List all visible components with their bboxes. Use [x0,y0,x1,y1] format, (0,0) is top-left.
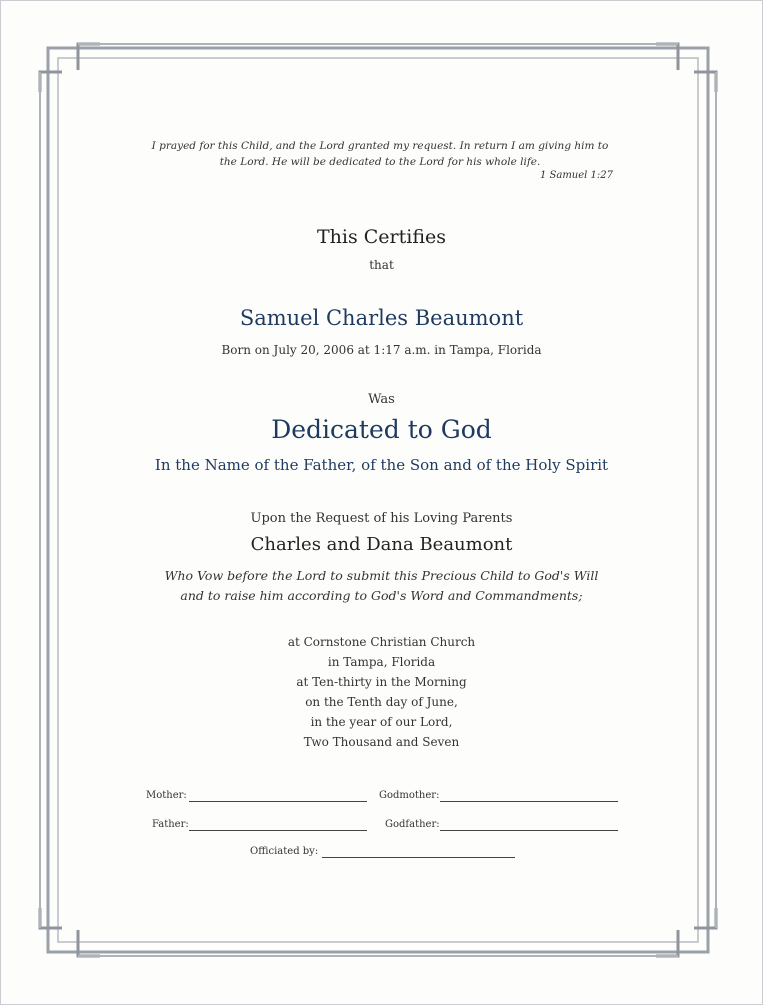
that-text: that [369,258,394,272]
godmother-label: Godmother: [379,790,440,801]
godfather-label: Godfather: [385,819,440,830]
trinity-line: In the Name of the Father, of the Son and of the Holy Spirit [154,456,609,474]
city-line: in Tampa, Florida [327,655,436,669]
vow-text [0,566,763,606]
dedicated-heading: Dedicated to God [271,415,492,444]
bible-verse [150,138,610,170]
verse-line-1: I prayed for this Child, and the Lord granted my request. In return I am giving him to [151,140,609,152]
child-name: Samuel Charles Beaumont [239,306,524,330]
officiated-label: Officiated by: [250,846,319,857]
verse-line-2: the Lord. He will be dedicated to the Lord for his whole life. [219,156,541,168]
time-line: at Ten-thirty in the Morning [296,675,467,689]
ceremony-details [0,632,763,752]
church-line: at Cornstone Christian Church [287,635,476,649]
year-line: Two Thousand and Seven [303,735,460,749]
year-phrase-line: in the year of our Lord, [310,715,453,729]
mother-signature-line[interactable] [189,801,367,802]
godfather-signature-line[interactable] [440,830,618,831]
father-label: Father: [152,819,189,830]
godmother-signature-line[interactable] [440,801,618,802]
parents-intro: Upon the Request of his Loving Parents [250,511,513,526]
vow-line-2: and to raise him according to God's Word and Commandments; [180,588,583,603]
birth-details: Born on July 20, 2006 at 1:17 a.m. in Tampa, Florida [221,343,542,357]
vow-line-1: Who Vow before the Lord to submit this Precious Child to God's Will [164,568,599,583]
certifies-heading: This Certifies [316,226,447,248]
was-text: Was [368,392,395,407]
parents-names: Charles and Dana Beaumont [250,534,513,555]
day-line: on the Tenth day of June, [305,695,458,709]
verse-reference: 1 Samuel 1:27 [539,170,613,181]
mother-label: Mother: [146,790,187,801]
father-signature-line[interactable] [189,830,367,831]
officiant-signature-line[interactable] [322,857,515,858]
